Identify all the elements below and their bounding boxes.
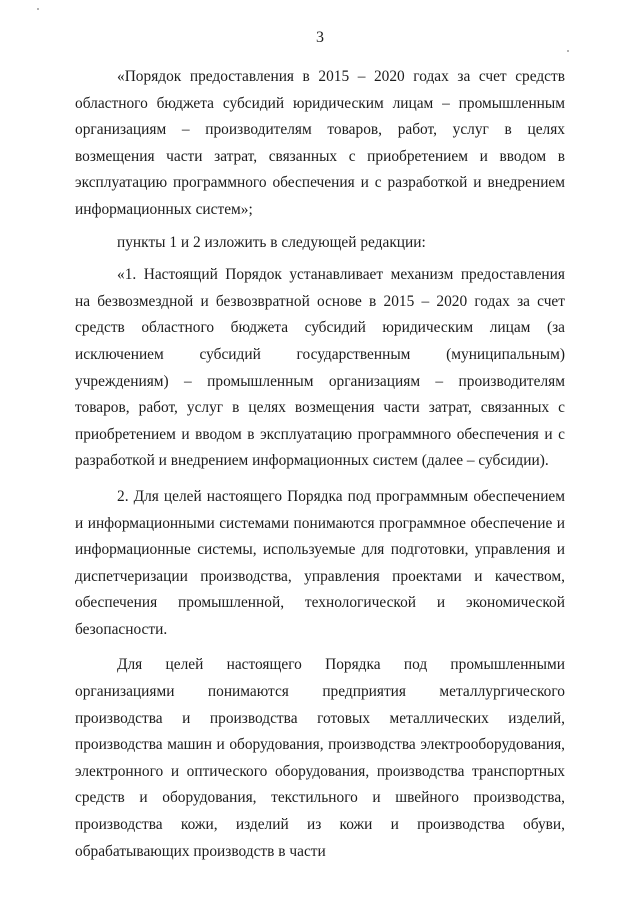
scan-speck [37, 8, 39, 10]
paragraph-point-2: 2. Для целей настоящего Порядка под программным обеспечением и информационными системами понимаются программное обеспечение и информационные системы, используемые для подготовки, управления и диспетчеризации производства, управления проектами и качеством, обеспечения промышленной, технологической и экономической безопасности. [75, 487, 565, 638]
paragraph-point-1: «1. Настоящий Порядок устанавливает механизм предоставления на безвозмездной и безвозвратной основе в 2015 – 2020 годах за счет средств областного бюджета субсидий юридическим лицам (за исключением субсидий государственным (муниципальным) учреждениям) – промышленным организациям – производителям товаров, работ, услуг в целях возмещения части затрат, связанных с приобретением и вводом в эксплуатацию программного обеспечения и с разработкой и внедрением информационных систем (далее – субсидии). [75, 266, 565, 470]
scan-speck [567, 50, 569, 52]
page-number: 3 [316, 29, 324, 46]
paragraph-order-title: «Порядок предоставления в 2015 – 2020 годах за счет средств областного бюджета субсидий юридическим лицам – промышленным организациям – производителям товаров, работ, услуг в целях возмещения части затрат, связанных с приобретением и вводом в эксплуатацию программного обеспечения и с разработкой и внедрением информационных систем»; [75, 68, 565, 218]
paragraph-amendment-intro: пункты 1 и 2 изложить в следующей редакции: [117, 233, 426, 251]
document-body [75, 64, 565, 865]
paragraph-industrial-organizations: Для целей настоящего Порядка под промышленными организациями понимаются предприятия металлургического производства и производства готовых металлических изделий, производства машин и оборудования, производства электрооборудования, электронного и оптического оборудования, производства транспортных средств и оборудования, текстильного и швейного производства, производства кожи, изделий из кожи и производства обуви, обрабатывающих производств в части [75, 656, 565, 860]
